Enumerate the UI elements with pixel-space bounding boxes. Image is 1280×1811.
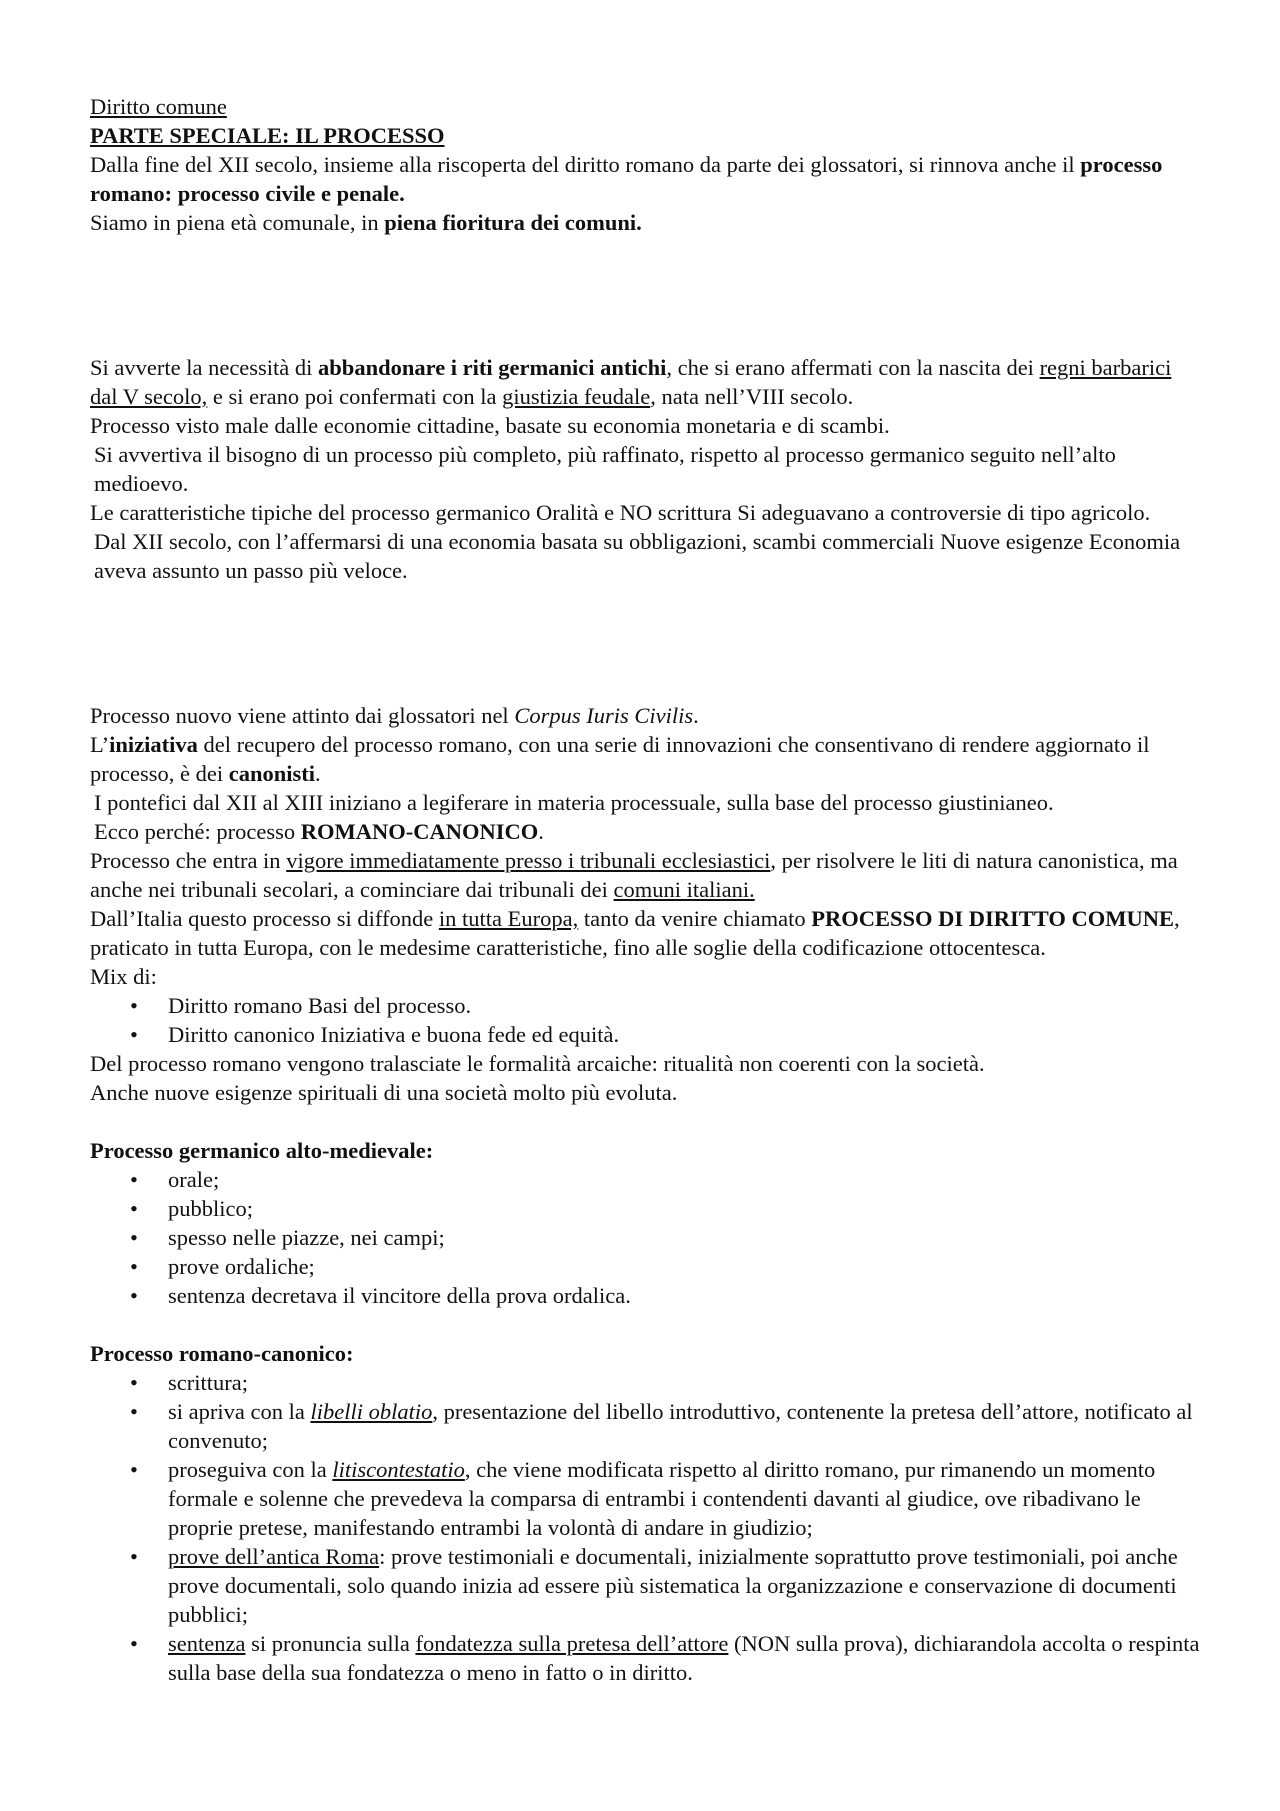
paragraph: L’iniziativa del recupero del processo romano, con una serie di innovazioni che consentivano di rendere aggiornato il processo, è dei canonisti. — [90, 732, 1150, 786]
list-item: • Diritto canonico Iniziativa e buona fede ed equità. — [130, 1022, 620, 1047]
bullet-icon: • — [130, 1399, 138, 1424]
bullet-icon: • — [130, 1022, 138, 1047]
list-item: • si apriva con la libelli oblatio, presentazione del libello introduttivo, contenente la pretesa dell’attore, notificato al convenuto; — [130, 1399, 1193, 1453]
paragraph: Processo che entra in vigore immediatamente presso i tribunali ecclesiastici, per risolvere le liti di natura canonistica, ma anche nei tribunali secolari, a cominciare dai tribunali dei comuni italiani. — [90, 848, 1178, 902]
paragraph: Mix di: — [90, 964, 157, 989]
bullet-icon: • — [130, 1254, 138, 1279]
bullet-icon: • — [130, 1283, 138, 1308]
list-item: • sentenza decretava il vincitore della prova ordalica. — [130, 1283, 631, 1308]
paragraph: Anche nuove esigenze spirituali di una società molto più evoluta. — [90, 1080, 678, 1105]
roman-list — [90, 1368, 1200, 1687]
germanic-list — [90, 1165, 1200, 1310]
bullet-icon: • — [130, 1631, 138, 1656]
bullet-icon: • — [130, 1167, 138, 1192]
list-item: • sentenza si pronuncia sulla fondatezza sulla pretesa dell’attore (NON sulla prova), dichiarandola accolta o respinta sulla base della sua fondatezza o meno in fatto o in diritto. — [130, 1631, 1200, 1685]
document-page — [90, 92, 1200, 1687]
paragraph: Dall’Italia questo processo si diffonde in tutta Europa, tanto da venire chiamato PROCESSO DI DIRITTO COMUNE, praticato in tutta Europa, con le medesime caratteristiche, fino alle soglie della codificazione ottocentesca. — [90, 906, 1180, 960]
list-item: • spesso nelle piazze, nei campi; — [130, 1225, 445, 1250]
bullet-icon: • — [130, 1225, 138, 1250]
paragraph: Dal XII secolo, con l’affermarsi di una economia basata su obbligazioni, scambi commerciali Nuove esigenze Economia aveva assunto un passo più veloce. — [94, 529, 1181, 583]
bullet-icon: • — [130, 1370, 138, 1395]
intro-paragraph: Dalla fine del XII secolo, insieme alla riscoperta del diritto romano da parte dei glossatori, si rinnova anche il processo romano: processo civile e penale. — [90, 152, 1163, 206]
paragraph: Del processo romano vengono tralasciate le formalità arcaiche: ritualità non coerenti con la società. — [90, 1051, 985, 1076]
roman-heading: Processo romano-canonico: — [90, 1341, 354, 1366]
germanic-rites-paragraph: Si avverte la necessità di abbandonare i riti germanici antichi, che si erano affermati con la nascita dei regni barbarici dal V secolo, e si erano poi confermati con la giustizia feudale, nata nell’VIII secolo. — [90, 355, 1172, 409]
list-item: • Diritto romano Basi del processo. — [130, 993, 472, 1018]
bullet-icon: • — [130, 1544, 138, 1569]
bullet-icon: • — [130, 1457, 138, 1482]
course-title: Diritto comune — [90, 94, 227, 119]
section-title: PARTE SPECIALE: IL PROCESSO — [90, 123, 445, 148]
paragraph: Ecco perché: processo ROMANO-CANONICO. — [94, 819, 544, 844]
mix-list — [90, 991, 1200, 1049]
intro-paragraph-2: Siamo in piena età comunale, in piena fioritura dei comuni. — [90, 210, 642, 235]
paragraph: Processo visto male dalle economie cittadine, basate su economia monetaria e di scambi. — [90, 413, 890, 438]
list-item: • orale; — [130, 1167, 220, 1192]
list-item: • pubblico; — [130, 1196, 253, 1221]
germanic-heading: Processo germanico alto-medievale: — [90, 1138, 434, 1163]
paragraph: Si avvertiva il bisogno di un processo più completo, più raffinato, rispetto al processo germanico seguito nell’alto medioevo. — [94, 442, 1116, 496]
list-item: • prove dell’antica Roma: prove testimoniali e documentali, inizialmente soprattutto prove testimoniali, poi anche prove documentali, solo quando inizia ad essere più sistematica la organizzazione e conservazione di documenti pubblici; — [130, 1544, 1178, 1627]
paragraph: Processo nuovo viene attinto dai glossatori nel Corpus Iuris Civilis. — [90, 703, 699, 728]
list-item: • prove ordaliche; — [130, 1254, 315, 1279]
paragraph: I pontefici dal XII al XIII iniziano a legiferare in materia processuale, sulla base del processo giustinianeo. — [94, 790, 1054, 815]
paragraph: Le caratteristiche tipiche del processo germanico Oralità e NO scrittura Si adeguavano a controversie di tipo agricolo. — [90, 500, 1151, 525]
list-item: • scrittura; — [130, 1370, 248, 1395]
bullet-icon: • — [130, 993, 138, 1018]
bullet-icon: • — [130, 1196, 138, 1221]
list-item: • proseguiva con la litiscontestatio, che viene modificata rispetto al diritto romano, pur rimanendo un momento formale e solenne che prevedeva la comparsa di entrambi i contendenti davanti al giudice, ove ribadivano le proprie pretese, manifestando entrambi la volontà di andare in giudizio; — [130, 1457, 1156, 1540]
